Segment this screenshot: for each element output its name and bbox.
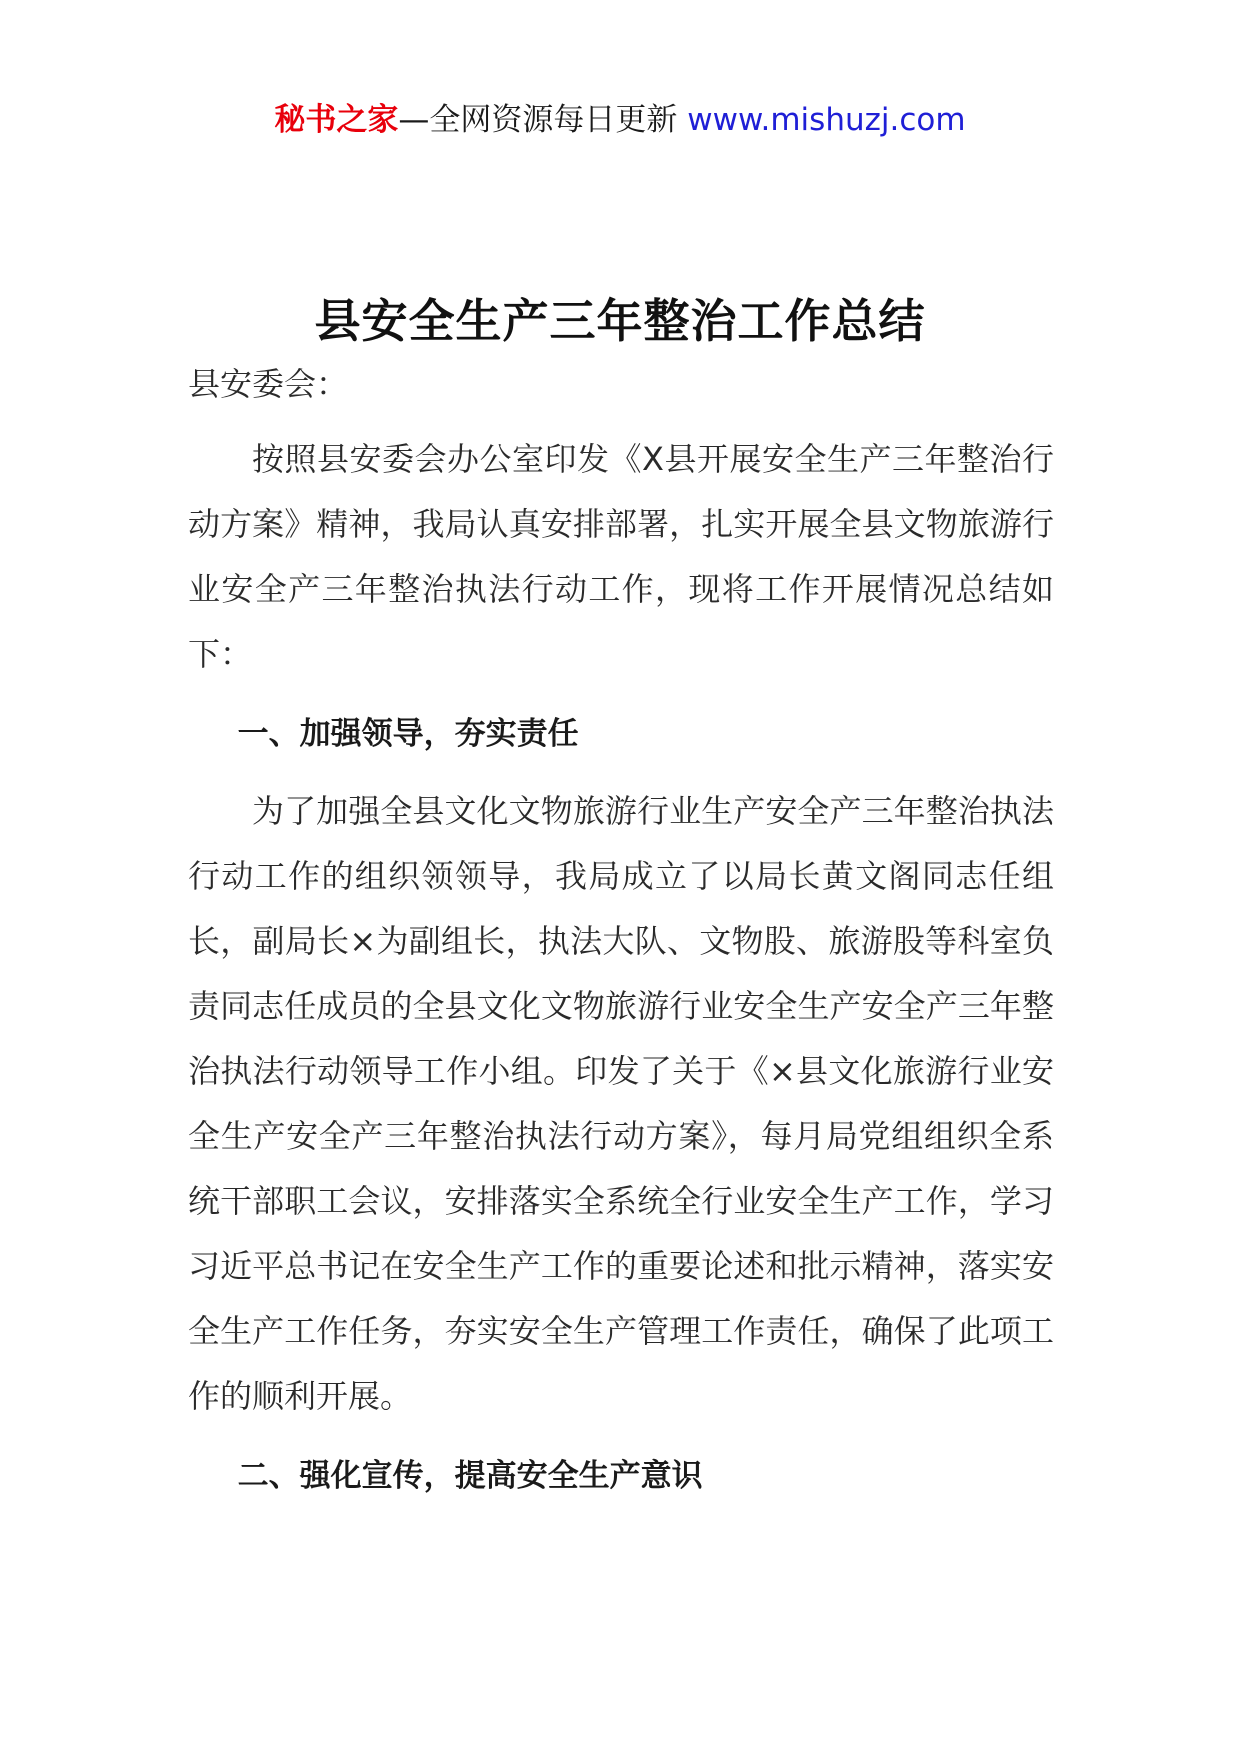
intro-paragraph: 按照县安委会办公室印发《X县开展安全生产三年整治行动方案》精神，我局认真安排部署，扎实开展全县文物旅游行业安全产三年整治执法行动工作，现将工作开展情况总结如下： [188, 440, 1054, 673]
site-url-link[interactable]: www.mishuzj.com [687, 102, 966, 138]
header-tagline: —全网资源每日更新 [398, 102, 688, 138]
section-body-1: 为了加强全县文化文物旅游行业生产安全产三年整治执法行动工作的组织领领导，我局成立了以局长黄文阁同志任组长，副局长×为副组长，执法大队、文物股、旅游股等科室负责同志任成员的全县文化文物旅游行业安全生产安全产三年整治执法行动领导工作小组。印发了关于《×县文化旅游行业安全生产安全产三年整治执法行动方案》，每月局党组组织全系统干部职工会议，安排落实全系统全行业安全生产工作，学习习近平总书记在安全生产工作的重要论述和批示精神，落实安全生产工作任务，夯实安全生产管理工作责任，确保了此项工作的顺利开展。 [188, 792, 1054, 1415]
section-heading-1: 一、加强领导，夯实责任 [237, 716, 579, 752]
document-title: 县安全生产三年整治工作总结 [314, 293, 926, 348]
document-body [188, 352, 1054, 1521]
site-header [0, 100, 1240, 140]
salutation: 县安委会： [188, 365, 349, 403]
brand-name: 秘书之家 [274, 102, 399, 138]
section-heading-2: 二、强化宣传，提高安全生产意识 [237, 1458, 703, 1494]
